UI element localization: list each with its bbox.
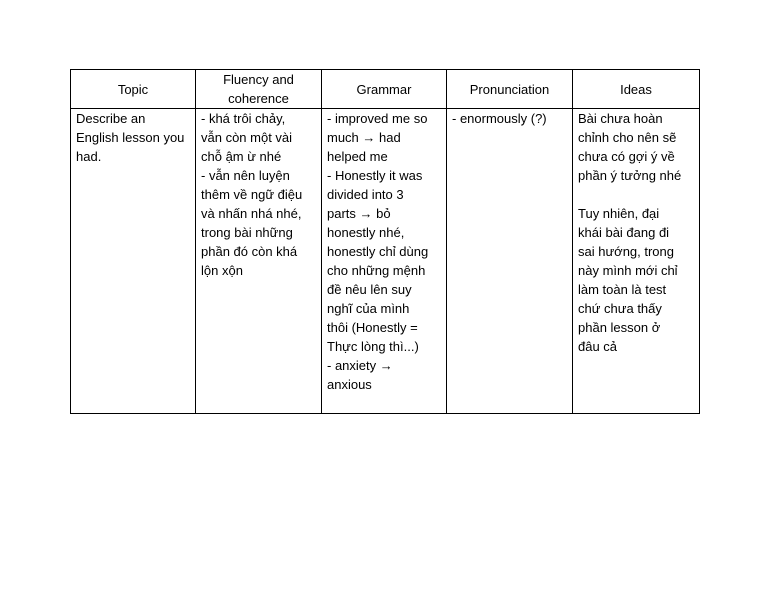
header-fluency: Fluency and coherence: [196, 70, 322, 109]
header-grammar: Grammar: [322, 70, 447, 109]
grammar-line: anxious: [327, 377, 372, 392]
grammar-line: much → had: [327, 130, 401, 145]
fluency-line: và nhấn nhá nhé,: [201, 206, 302, 221]
grammar-line: nghĩ của mình: [327, 301, 410, 316]
ideas-line: đâu cả: [578, 339, 618, 354]
fluency-line: vẫn còn một vài: [201, 130, 293, 145]
ideas-line: chứ chưa thấy: [578, 301, 662, 316]
header-topic: Topic: [71, 70, 196, 109]
table-row: [71, 109, 700, 414]
topic-line: had.: [76, 149, 102, 164]
ideas-line: khái bài đang đi: [578, 225, 670, 240]
ideas-line: phần ý tưởng nhé: [578, 168, 682, 183]
cell-ideas: [573, 109, 700, 414]
ideas-line: phần lesson ở: [578, 320, 661, 335]
header-row: [71, 70, 700, 109]
ideas-line: làm toàn là test: [578, 282, 667, 297]
grammar-line: - improved me so: [327, 111, 428, 126]
topic-line: Describe an: [76, 111, 146, 126]
topic-line: English lesson you: [76, 130, 185, 145]
cell-topic: [71, 109, 196, 414]
cell-pronunciation: [447, 109, 573, 414]
fluency-line: lộn xộn: [201, 263, 243, 278]
cell-fluency: [196, 109, 322, 414]
grammar-line: - anxiety →: [327, 358, 393, 373]
grammar-line: cho những mệnh: [327, 263, 426, 278]
ideas-line: Tuy nhiên, đại: [578, 206, 660, 221]
table-body: [71, 109, 700, 414]
cell-grammar: [322, 109, 447, 414]
grammar-line: helped me: [327, 149, 388, 164]
header-ideas: Ideas: [573, 70, 700, 109]
grammar-line: divided into 3: [327, 187, 404, 202]
ideas-blank-line: [578, 185, 694, 204]
table-header: [71, 70, 700, 109]
ideas-line: này mình mới chỉ: [578, 263, 678, 278]
fluency-line: trong bài những: [201, 225, 293, 240]
grammar-line: Thực lòng thì...): [327, 339, 419, 354]
grammar-line: honestly chỉ dùng: [327, 244, 429, 259]
fluency-line: chỗ ậm ừ nhé: [201, 149, 282, 164]
grammar-line: honestly nhé,: [327, 225, 405, 240]
grammar-line: đề nêu lên suy: [327, 282, 412, 297]
ideas-line: sai hướng, trong: [578, 244, 675, 259]
pronunciation-line: - enormously (?): [452, 111, 547, 126]
fluency-line: - khá trôi chảy,: [201, 111, 286, 126]
ideas-line: Bài chưa hoàn: [578, 111, 663, 126]
header-pronunciation: Pronunciation: [447, 70, 573, 109]
feedback-table: [70, 69, 700, 414]
grammar-line: thôi (Honestly =: [327, 320, 418, 335]
ideas-line: chỉnh cho nên sẽ: [578, 130, 677, 145]
grammar-line: - Honestly it was: [327, 168, 423, 183]
grammar-line: parts → bỏ: [327, 206, 391, 221]
fluency-line: thêm về ngữ điệu: [201, 187, 303, 202]
fluency-line: phần đó còn khá: [201, 244, 298, 259]
fluency-line: - vẫn nên luyện: [201, 168, 290, 183]
ideas-line: chưa có gợi ý về: [578, 149, 675, 164]
